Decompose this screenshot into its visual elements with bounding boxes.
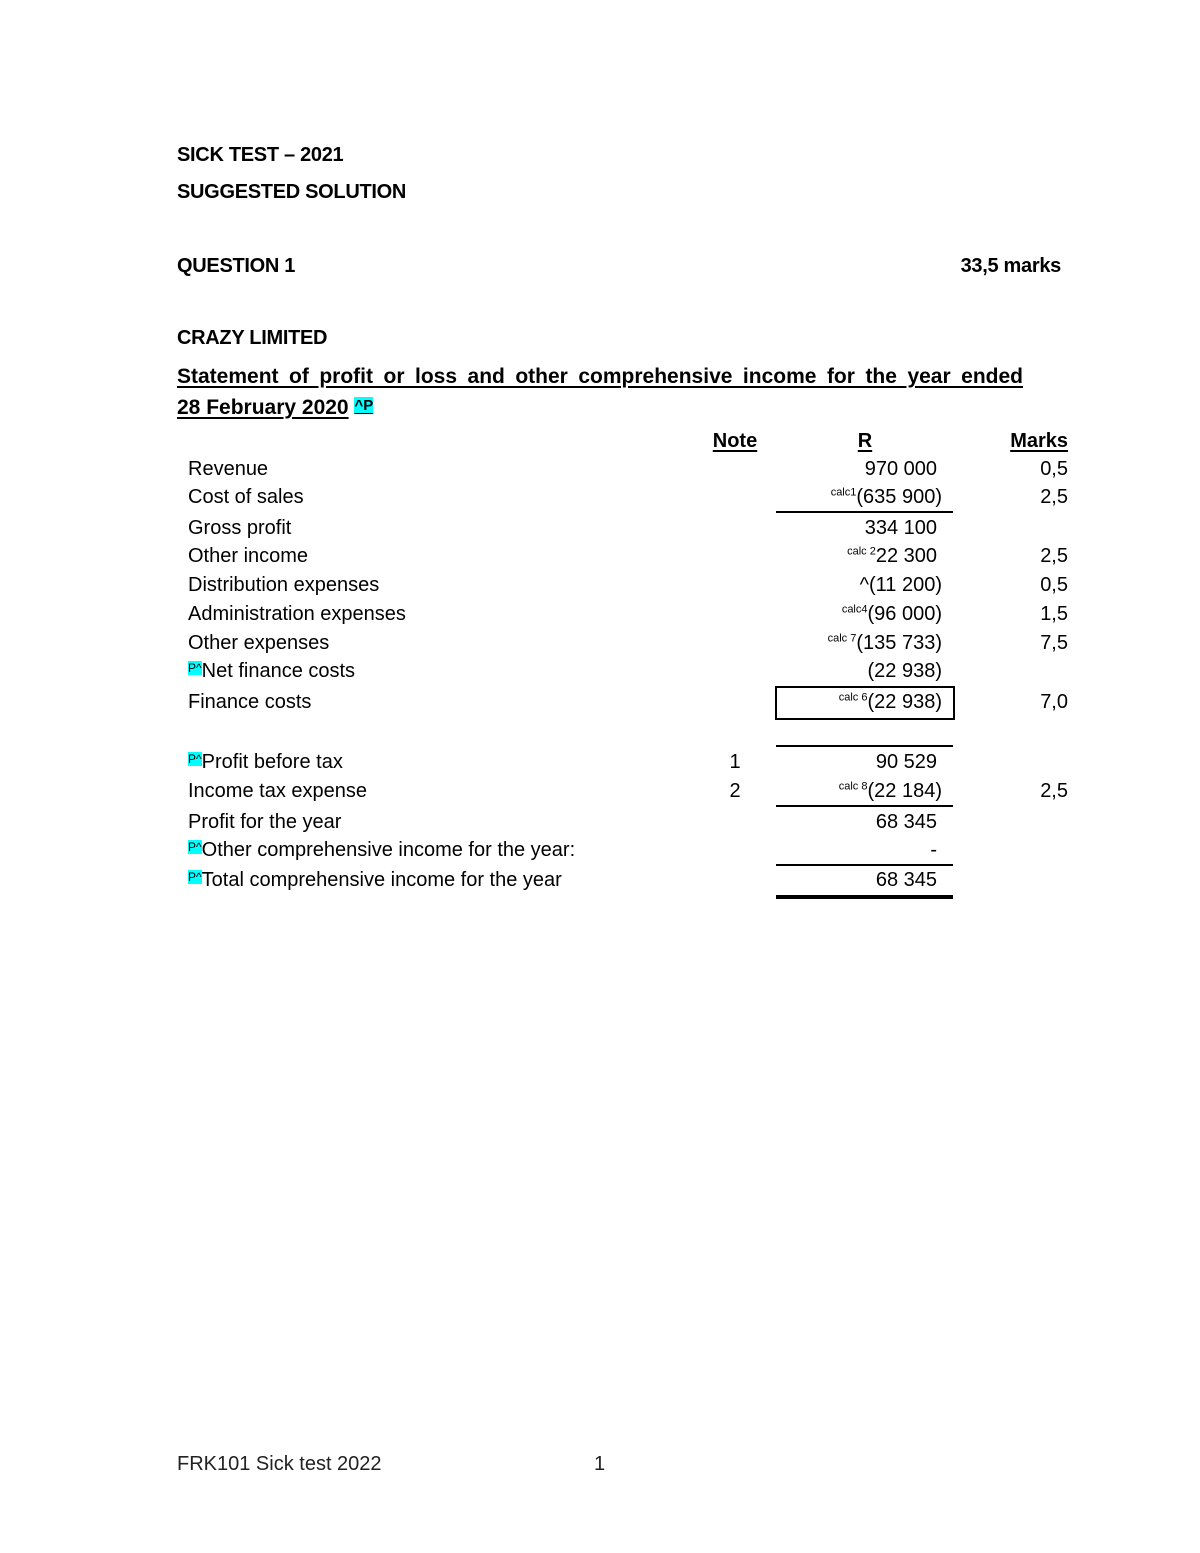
amount-value: (96 000) [867,603,942,625]
solution-subtitle: SUGGESTED SOLUTION [177,181,407,203]
page-number: 1 [594,1453,606,1475]
row-note-income-tax-expense: 2 [729,780,741,802]
calc-ref: calc 2 [847,545,876,558]
row-label-total-comprehensive-income [188,869,562,892]
label-text: Total comprehensive income for the year [201,869,562,891]
subtotal-rule [776,745,953,747]
calc-ref: calc 7 [827,632,857,645]
amount-column-header-text: R [857,430,873,452]
presentation-mark: P^ [188,661,202,675]
row-marks-administration-expenses: 1,5 [1040,603,1068,625]
row-label-distribution-expenses: Distribution expenses [188,574,380,596]
row-marks-other-expenses: 7,5 [1040,632,1068,654]
amount-value: 22 300 [875,545,937,567]
amount-column-header [790,430,940,453]
amount-value: (22 184) [867,780,942,802]
row-label-profit-before-tax [188,751,343,774]
company-name: CRAZY LIMITED [177,327,328,349]
row-label-finance-costs: Finance costs [188,691,312,713]
row-amount-profit-for-the-year: 68 345 [875,811,937,833]
presentation-mark: P^ [188,870,202,884]
row-marks-cost-of-sales: 2,5 [1040,486,1068,508]
label-text: Net finance costs [201,660,356,682]
row-amount-cost-of-sales [760,486,942,509]
amount-value: (635 900) [856,486,942,508]
question-label: QUESTION 1 [177,255,296,277]
label-text: Other comprehensive income for the year: [201,839,576,861]
row-note-profit-before-tax: 1 [729,751,741,773]
statement-title-text: Statement of profit or loss and other comprehensive income for the year ended [177,365,1023,388]
presentation-mark: P^ [188,840,202,854]
amount-value: (22 938) [867,691,942,713]
row-amount-net-finance-costs: (22 938) [867,660,942,682]
row-amount-revenue: 970 000 [864,458,937,480]
calc-ref: calc 8 [838,780,868,793]
statement-title-line1 [177,362,1023,392]
calc-ref: calc 6 [838,691,868,704]
question-marks: 33,5 marks [960,255,1061,277]
row-label-income-tax-expense: Income tax expense [188,780,367,802]
row-amount-income-tax-expense [760,780,942,803]
row-amount-other-expenses [760,632,942,655]
footer-title: FRK101 Sick test 2022 [177,1453,382,1475]
row-label-revenue: Revenue [188,458,269,480]
marks-column-header: Marks [1010,430,1068,452]
row-marks-finance-costs: 7,0 [1040,691,1068,713]
row-amount-profit-before-tax: 90 529 [875,751,937,773]
presentation-mark: P^ [188,752,202,766]
row-amount-gross-profit: 334 100 [864,517,937,539]
total-double-rule [776,895,953,899]
row-label-administration-expenses: Administration expenses [188,603,406,625]
row-amount-other-income [760,545,937,568]
row-label-other-income: Other income [188,545,309,567]
row-label-net-finance-costs [188,660,355,683]
statement-mark: ^P [354,397,374,414]
row-marks-income-tax-expense: 2,5 [1040,780,1068,802]
calc-ref: calc1 [830,486,857,499]
row-amount-finance-costs [760,691,942,714]
row-label-profit-for-the-year: Profit for the year [188,811,342,833]
row-amount-administration-expenses [760,603,942,626]
row-marks-revenue: 0,5 [1040,458,1068,480]
row-label-other-comprehensive-income [188,839,575,862]
label-text: Profit before tax [201,751,343,773]
subtotal-rule [776,864,953,866]
note-column-header: Note [712,430,758,452]
row-amount-other-comprehensive-income: - [930,839,937,861]
subtotal-rule [776,805,953,807]
statement-title-line2 [177,391,1023,423]
calc-ref: calc4 [841,603,868,616]
statement-date: 28 February 2020 [177,396,349,419]
row-marks-distribution-expenses: 0,5 [1040,574,1068,596]
row-label-cost-of-sales: Cost of sales [188,486,304,508]
subtotal-rule [776,511,953,513]
row-label-gross-profit: Gross profit [188,517,292,539]
amount-value: (135 733) [856,632,942,654]
row-amount-total-comprehensive-income: 68 345 [875,869,937,891]
test-title: SICK TEST – 2021 [177,144,344,166]
row-marks-other-income: 2,5 [1040,545,1068,567]
row-label-other-expenses: Other expenses [188,632,330,654]
row-amount-distribution-expenses: ^(11 200) [859,574,942,596]
